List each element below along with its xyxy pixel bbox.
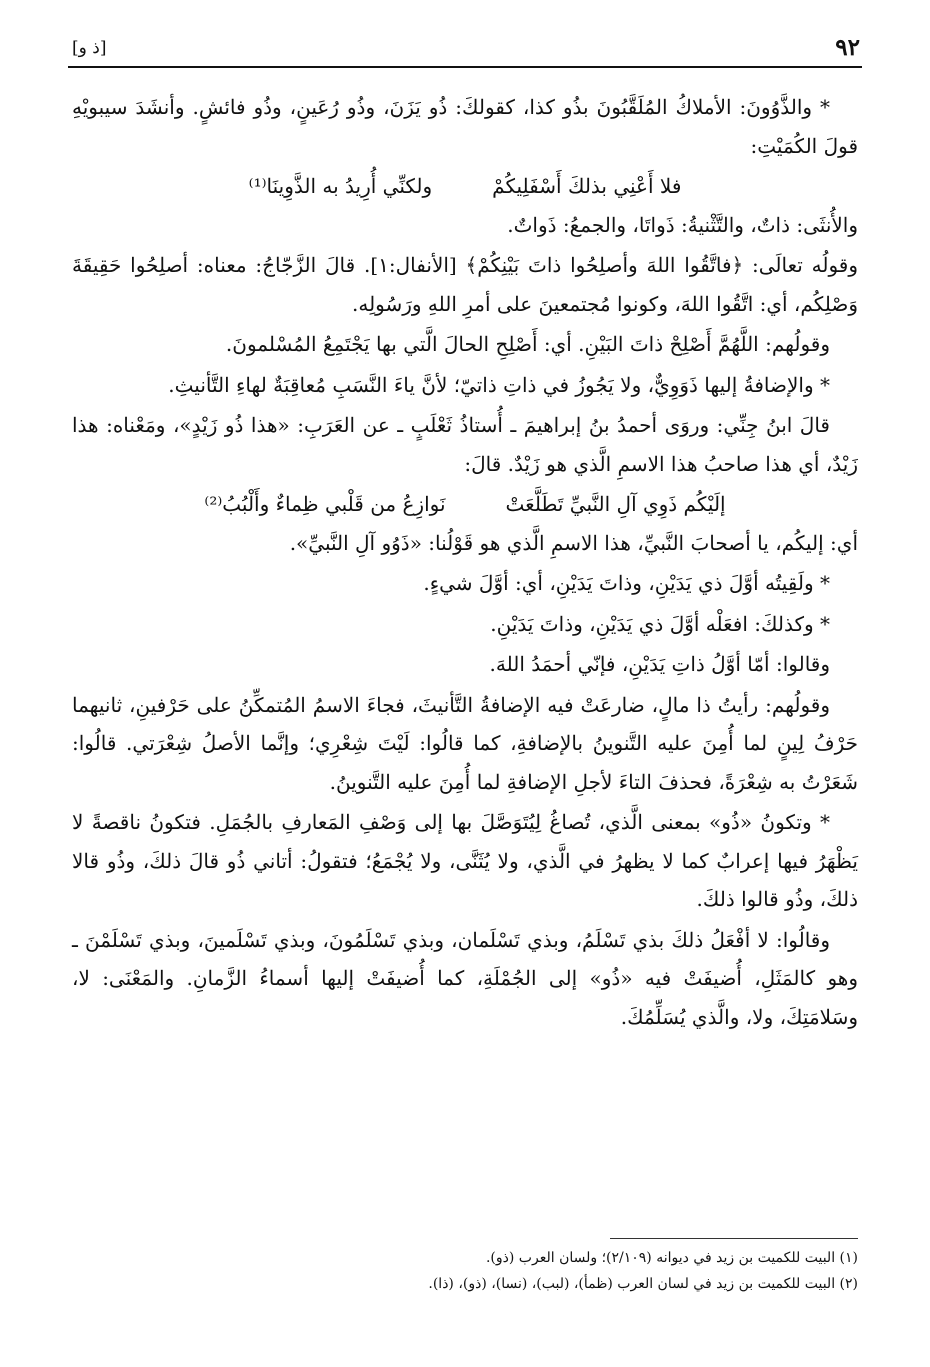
- verse-2: [72, 485, 858, 524]
- paragraph: وقالوا: أمّا أوَّلُ ذاتِ يَدَيْنِ، فإنّي أحمَدُ اللهَ.: [489, 652, 830, 676]
- verse-hemistich-left: ولكنِّي أُرِيدُ به الذَّوِينَا⁽¹⁾: [248, 174, 433, 198]
- header-rule: [68, 66, 862, 68]
- paragraph: وقالُوا: لا أفْعَلُ ذلكَ بذي تَسْلَمُ، وبذي تَسْلَمان، وبذي تَسْلَمُونَ، وبذي تَسْلَمينَ، وبذي تَسْلَمْنَ ـ وهو كالمَثَلِ، أُضيفَتْ فيه «ذُو» إلى الجُمْلَةِ، كما أُضيفَتْ إليها أسماءُ الزَّمانِ. والمَعْنَى: لا، وسَلامَتِكَ، ولا، والَّذي يُسَلِّمُكَ.: [72, 927, 858, 1029]
- verse-hemistich-left: نَوازِعُ من قَلْبي ظِماءٌ وأَلْبُبُ⁽²⁾: [204, 492, 446, 516]
- paragraph: وقولُهم: رأيتُ ذا مالٍ، ضارعَتْ فيه الإضافةُ التَّأنيثَ، فجاءَ الاسمُ المُتمكِّنُ على حَرْفينِ، ثانيهما حَرْفُ لِينٍ لما أُمِنَ عليه التَّنوينُ بالإضافةِ، كما قالُوا: لَيْتَ شِعْرِي؛ وإنَّما الأصلُ شِعْرَتي. قالُوا: شَعَرْتُ به شِعْرَةً، فحذفَ التاءَ لأجلِ الإضافةِ لما أُمِنَ عليه التَّنوينُ.: [72, 692, 858, 794]
- verse-hemistich-right: إلَيْكُم ذَوِي آلِ النَّبيِّ تَطَلَّعَتْ: [505, 492, 726, 516]
- verse-1: [72, 167, 858, 206]
- footnote: (٢) البيت للكميت بن زيد في لسان العرب (ظمأ)، (لبب)، (نسا)، (ذو)، (ذا).: [428, 1276, 858, 1292]
- main-text: [72, 88, 858, 1038]
- footnote-rule: [610, 1238, 858, 1239]
- paragraph: * والإضافةُ إليها ذَوَوِيٌّ، ولا يَجُوزُ في ذاتِ ذاتيّ؛ لأنَّ ياءَ النَّسَبِ مُعاقِبَةٌ لهاءِ التَّأنيثِ.: [168, 372, 830, 397]
- footnote: (١) البيت للكميت بن زيد في ديوانه (٢/١٠٩)؛ ولسان العرب (ذو).: [485, 1250, 858, 1266]
- paragraph: والأُنثَى: ذاتٌ، والتَّثْنيةُ: ذَواتَا، والجمعُ: ذَواتٌ.: [507, 212, 858, 237]
- page-number: ٩٢: [835, 34, 860, 61]
- paragraph: * وكذلكَ: افعَلْه أوَّلَ ذي يَدَيْنِ، وذاتَ يَدَيْنِ.: [490, 611, 830, 636]
- section-heading: [ذ و]: [72, 38, 107, 58]
- paragraph: * ولَقِيتُه أوَّلَ ذي يَدَيْنِ، وذاتَ يَدَيْنِ، أي: أوَّلَ شيءٍ.: [423, 571, 830, 595]
- paragraph: * وتكونُ «ذُو» بمعنى الَّذي، تُصاغُ لِيُتَوَصَّلَ بها إلى وَصْفِ المَعارفِ بالجُمَلِ. فتكونُ ناقصةً لا يَظْهَرُ فيها إعرابٌ كما لا يظهرُ في الَّذي، ولا يُثَنَّى، ولا يُجْمَعُ؛ فتقولُ: أتاني ذُو قالَ ذلكَ، وذُو قالا ذلكَ، وذُو قالوا ذلكَ.: [72, 810, 858, 911]
- paragraph: أي: إليكُم، يا أصحابَ النَّبيِّ، هذا الاسمِ الَّذي هو قَوْلُنا: «ذَوُو آلِ النَّبيِّ».: [289, 530, 858, 555]
- verse-hemistich-right: فلا أَعْنِي بذلكَ أَسْفَلِيكُمْ: [492, 174, 682, 198]
- paragraph: وقولُه تعالَى: ﴿فاتَّقُوا اللهَ وأصلِحُوا ذاتَ بَيْنِكُمْ﴾ [الأنفال:١]. قالَ الزَّجّاجُ: معناه: أصلِحُوا حَقِيقَةَ وَصْلِكُم، أي: اتَّقُوا اللهَ، وكونوا مُجتمعينَ على أمرِ اللهِ ورَسُولِه.: [72, 253, 858, 316]
- paragraph: قالَ ابنُ جِنِّي: وروَى أحمدُ بنُ إبراهيمَ ـ أُستاذُ ثَعْلَبٍ ـ عن العَرَبِ: «هذا ذُو زَيْدٍ»، ومَعْناه: هذا زَيْدٌ، أي هذا صاحبُ هذا الاسمِ الَّذي هو زَيْدٌ. قالَ:: [72, 413, 858, 476]
- paragraph: * والذَّوُونَ: الأملاكُ المُلَقَّبُونَ بذُو كذا، كقولكَ: ذُو يَزَنَ، وذُو رُعَينٍ، وذُو فائشٍ. وأنشَدَ سيبويْهِ قولَ الكُمَيْتِ:: [72, 95, 858, 158]
- paragraph: وقولُهم: اللَّهُمَّ أَصْلِحْ ذاتَ البَيْنِ. أي: أَصْلِحِ الحالَ الَّتي بها يَجْتَمِعُ المُسْلمونَ.: [225, 332, 830, 356]
